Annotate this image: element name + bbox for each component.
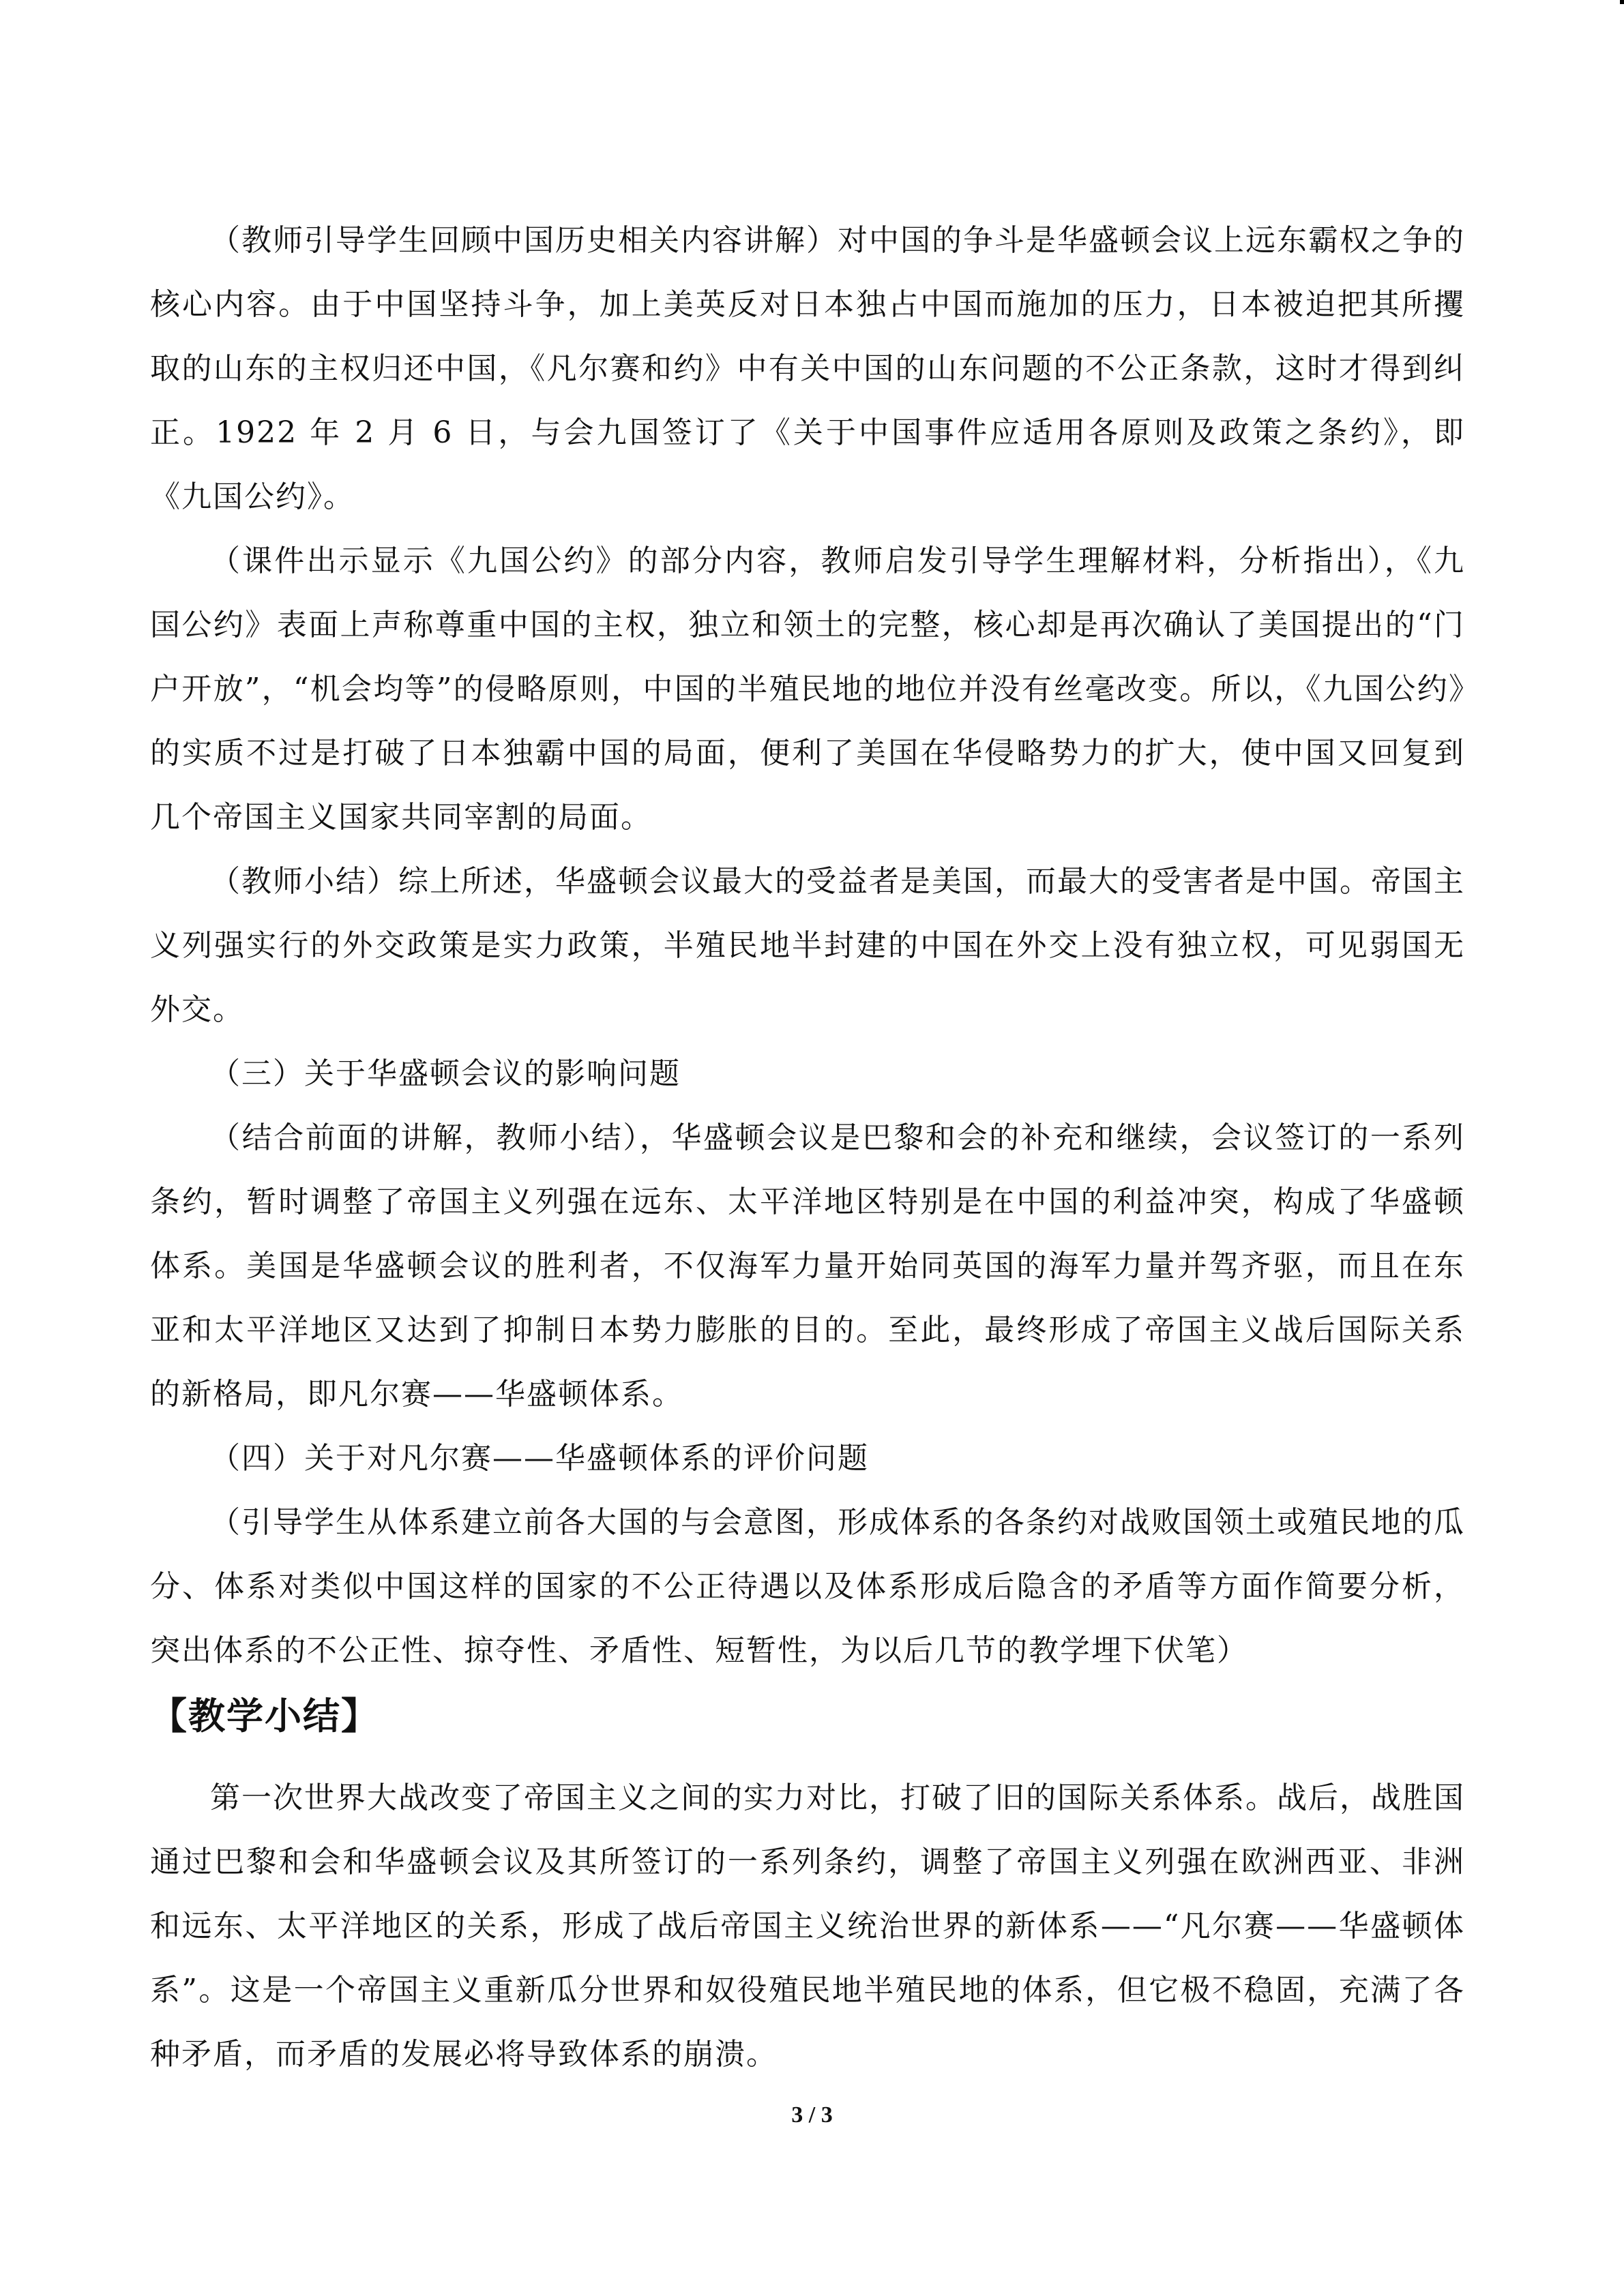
section-four-title: （四）关于对凡尔赛——华盛顿体系的评价问题 <box>210 1441 869 1476</box>
section-four-text: （引导学生从体系建立前各大国的与会意图，形成体系的各条约对战败国领土或殖民地的瓜分、体系对类似中国这样的国家的不公正待遇以及体系形成后隐含的矛盾等方面作简要分析，突出体系的不公正性、掠夺性、矛盾性、短暂性，为以后几节的教学埋下伏笔） <box>150 1505 1465 1668</box>
teaching-summary-heading: 【教学小结】 <box>150 1695 379 1738</box>
teaching-summary-text: 第一次世界大战改变了帝国主义之间的实力对比，打破了旧的国际关系体系。战后，战胜国通过巴黎和会和华盛顿会议及其所签订的一系列条约，调整了帝国主义列强在欧洲西亚、非洲和远东、太平洋地区的关系，形成了战后帝国主义统治世界的新体系——“凡尔赛——华盛顿体系”。这是一个帝国主义重新瓜分世界和奴役殖民地半殖民地的体系，但它极不稳固，充满了各种矛盾，而矛盾的发展必将导致体系的崩溃。 <box>150 1780 1465 2072</box>
paragraph-teacher-summary: （教师小结）综上所述，华盛顿会议最大的受益者是美国，而最大的受害者是中国。帝国主义列强实行的外交政策是实力政策，半殖民地半封建的中国在外交上没有独立权，可见弱国无外交。 <box>150 864 1465 1027</box>
section-three-title: （三）关于华盛顿会议的影响问题 <box>210 1056 681 1091</box>
section-three-text: （结合前面的讲解，教师小结），华盛顿会议是巴黎和会的补充和继续，会议签订的一系列条约，暂时调整了帝国主义列强在远东、太平洋地区特别是在中国的利益冲突，构成了华盛顿体系。美国是华盛顿会议的胜利者，不仅海军力量开始同英国的海军力量并驾齐驱，而且在东亚和太平洋地区又达到了抑制日本势力膨胀的目的。至此，最终形成了帝国主义战后国际关系的新格局，即凡尔赛——华盛顿体系。 <box>150 1120 1465 1412</box>
paragraph-nine-power-treaty: （课件出示显示《九国公约》的部分内容，教师启发引导学生理解材料，分析指出），《九国公约》表面上声称尊重中国的主权，独立和领土的完整，核心却是再次确认了美国提出的“门户开放”，“机会均等”的侵略原则，中国的半殖民地的地位并没有丝毫改变。所以，《九国公约》的实质不过是打破了日本独霸中国的局面，便利了美国在华侵略势力的扩大，使中国又回复到几个帝国主义国家共同宰割的局面。 <box>150 543 1465 835</box>
paragraph-china-struggle: （教师引导学生回顾中国历史相关内容讲解）对中国的争斗是华盛顿会议上远东霸权之争的核心内容。由于中国坚持斗争，加上美英反对日本独占中国而施加的压力，日本被迫把其所攫取的山东的主权归还中国，《凡尔赛和约》中有关中国的山东问题的不公正条款，这时才得到纠正。1922 年 2 月 6 日，与会九国签订了《关于中国事件应适用各原则及政策之条约》，即《九国公约》。 <box>150 223 1465 514</box>
document-body <box>150 209 1465 2087</box>
page-number: 3 / 3 <box>791 2102 833 2128</box>
page-corner-mark <box>1620 0 1624 4</box>
